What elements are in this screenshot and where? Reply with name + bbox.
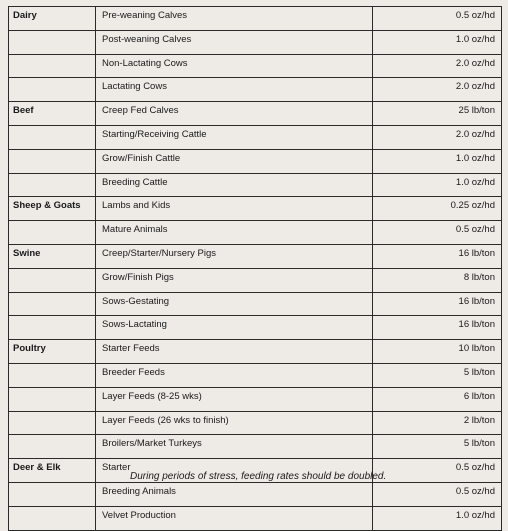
table-row <box>9 244 502 268</box>
table-row <box>9 435 502 459</box>
animal-class-cell: Pre-weaning Calves <box>96 7 373 31</box>
table-row <box>9 482 502 506</box>
feeding-rate-cell: 16 lb/ton <box>373 316 502 340</box>
feeding-rate-cell: 1.0 oz/hd <box>373 30 502 54</box>
animal-class-cell: Breeder Feeds <box>96 363 373 387</box>
table-row <box>9 78 502 102</box>
species-cell-empty <box>9 149 96 173</box>
species-cell-empty <box>9 30 96 54</box>
table-row <box>9 149 502 173</box>
feeding-rate-table-body <box>9 7 502 531</box>
feeding-rate-cell: 8 lb/ton <box>373 268 502 292</box>
footnote: During periods of stress, feeding rates should be doubled. <box>130 471 387 482</box>
species-label: Swine <box>9 244 96 268</box>
table-row <box>9 221 502 245</box>
species-cell-empty <box>9 78 96 102</box>
animal-class-cell: Creep Fed Calves <box>96 102 373 126</box>
species-cell-empty <box>9 435 96 459</box>
animal-class-cell: Breeding Animals <box>96 482 373 506</box>
species-label: Poultry <box>9 340 96 364</box>
species-cell-empty <box>9 482 96 506</box>
feeding-rate-cell: 1.0 oz/hd <box>373 506 502 530</box>
animal-class-cell: Grow/Finish Pigs <box>96 268 373 292</box>
feeding-rate-cell: 25 lb/ton <box>373 102 502 126</box>
species-cell-empty <box>9 54 96 78</box>
animal-class-cell: Starting/Receiving Cattle <box>96 125 373 149</box>
species-cell-empty <box>9 221 96 245</box>
feeding-rate-cell: 0.5 oz/hd <box>373 7 502 31</box>
animal-class-cell: Mature Animals <box>96 221 373 245</box>
species-cell-empty <box>9 316 96 340</box>
animal-class-cell: Velvet Production <box>96 506 373 530</box>
feeding-rate-cell: 0.5 oz/hd <box>373 482 502 506</box>
animal-class-cell: Lambs and Kids <box>96 197 373 221</box>
animal-class-cell: Starter <box>96 459 373 483</box>
animal-class-cell: Lactating Cows <box>96 78 373 102</box>
table-row <box>9 197 502 221</box>
species-label: Beef <box>9 102 96 126</box>
feeding-rate-cell: 1.0 oz/hd <box>373 173 502 197</box>
table-row <box>9 411 502 435</box>
animal-class-cell: Starter Feeds <box>96 340 373 364</box>
table-row <box>9 387 502 411</box>
species-cell-empty <box>9 292 96 316</box>
animal-class-cell: Breeding Cattle <box>96 173 373 197</box>
species-cell-empty <box>9 506 96 530</box>
feeding-rate-cell: 5 lb/ton <box>373 435 502 459</box>
animal-class-cell: Creep/Starter/Nursery Pigs <box>96 244 373 268</box>
animal-class-cell: Post-weaning Calves <box>96 30 373 54</box>
table-row <box>9 54 502 78</box>
feeding-rate-cell: 2.0 oz/hd <box>373 125 502 149</box>
animal-class-cell: Layer Feeds (8-25 wks) <box>96 387 373 411</box>
animal-class-cell: Layer Feeds (26 wks to finish) <box>96 411 373 435</box>
feeding-rate-cell: 0.5 oz/hd <box>373 459 502 483</box>
feeding-rate-cell: 10 lb/ton <box>373 340 502 364</box>
table-row <box>9 173 502 197</box>
feeding-rate-cell: 2 lb/ton <box>373 411 502 435</box>
species-cell-empty <box>9 387 96 411</box>
table-row <box>9 7 502 31</box>
animal-class-cell: Grow/Finish Cattle <box>96 149 373 173</box>
feeding-rate-cell: 1.0 oz/hd <box>373 149 502 173</box>
species-cell-empty <box>9 173 96 197</box>
species-cell-empty <box>9 411 96 435</box>
species-cell-empty <box>9 363 96 387</box>
feeding-rate-cell: 16 lb/ton <box>373 244 502 268</box>
feeding-rate-table <box>8 6 502 531</box>
animal-class-cell: Non-Lactating Cows <box>96 54 373 78</box>
feeding-rate-cell: 0.25 oz/hd <box>373 197 502 221</box>
table-row <box>9 506 502 530</box>
table-row <box>9 292 502 316</box>
feeding-rate-cell: 0.5 oz/hd <box>373 221 502 245</box>
table-row <box>9 340 502 364</box>
species-label: Sheep & Goats <box>9 197 96 221</box>
table-row <box>9 125 502 149</box>
table-row <box>9 102 502 126</box>
animal-class-cell: Broilers/Market Turkeys <box>96 435 373 459</box>
feeding-rate-cell: 2.0 oz/hd <box>373 78 502 102</box>
table-row <box>9 30 502 54</box>
table-row <box>9 363 502 387</box>
animal-class-cell: Sows-Lactating <box>96 316 373 340</box>
species-cell-empty <box>9 268 96 292</box>
feeding-rate-cell: 2.0 oz/hd <box>373 54 502 78</box>
feeding-rate-cell: 5 lb/ton <box>373 363 502 387</box>
species-cell-empty <box>9 125 96 149</box>
table-row <box>9 316 502 340</box>
species-label: Deer & Elk <box>9 459 96 483</box>
table-row <box>9 268 502 292</box>
animal-class-cell: Sows-Gestating <box>96 292 373 316</box>
feeding-rate-cell: 6 lb/ton <box>373 387 502 411</box>
feeding-rate-cell: 16 lb/ton <box>373 292 502 316</box>
species-label: Dairy <box>9 7 96 31</box>
